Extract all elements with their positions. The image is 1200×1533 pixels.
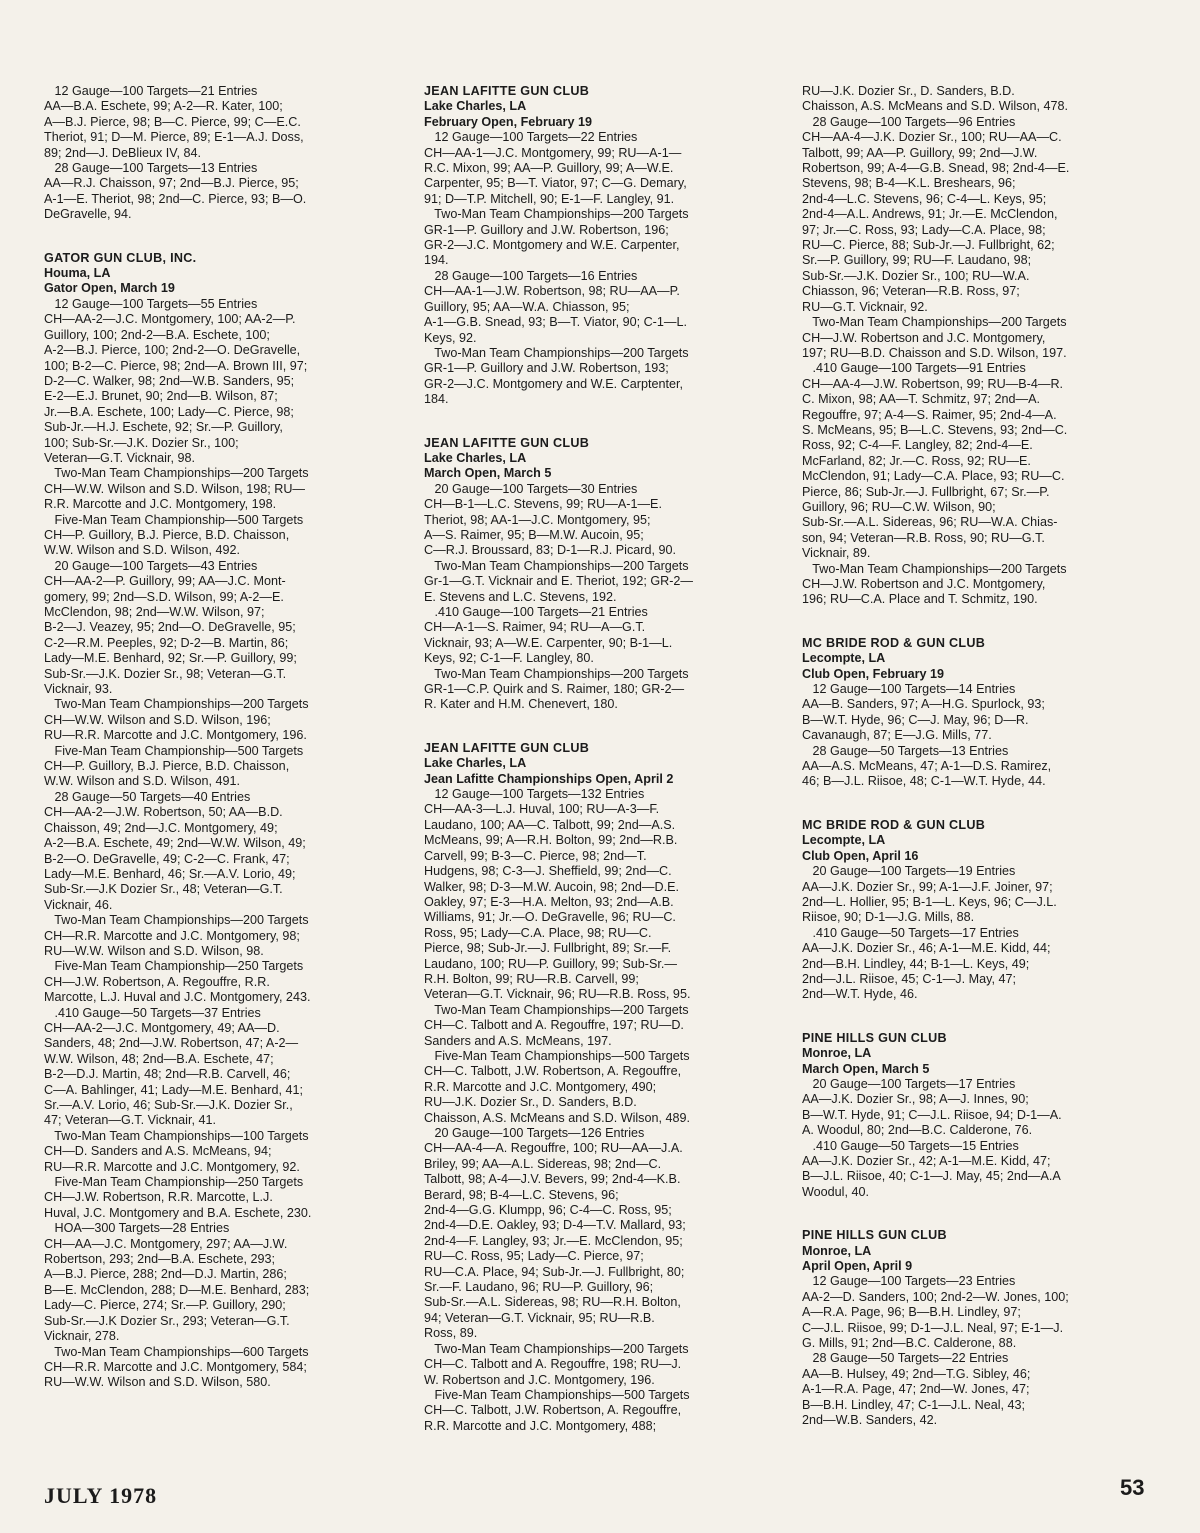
club-results-section <box>802 1031 1152 1200</box>
event-title: Gator Open, March 19 <box>44 281 175 296</box>
result-line: 2nd—B.H. Lindley, 44; B-1—L. Keys, 49; <box>802 956 1030 971</box>
result-line: CH—A-1—S. Raimer, 94; RU—A—G.T. <box>424 620 646 635</box>
result-line: DeGravelle, 94. <box>44 207 132 222</box>
results-continuation <box>44 84 394 223</box>
result-line: 91; D—T.P. Mitchell, 90; E-1—F. Langley, 91. <box>424 191 675 206</box>
page-number: 53 <box>1120 1475 1145 1500</box>
club-name: MC BRIDE ROD & GUN CLUB <box>802 635 986 650</box>
result-line: Riisoe, 90; D-1—J.G. Mills, 88. <box>802 910 975 925</box>
event-title: Club Open, February 19 <box>802 666 945 681</box>
result-line: Stevens, 98; B-4—K.L. Breshears, 96; <box>802 176 1016 191</box>
event-class-heading: 28 Gauge—100 Targets—16 Entries <box>424 268 638 283</box>
event-class-heading: 28 Gauge—50 Targets—40 Entries <box>44 789 251 804</box>
result-line: 100; B-2—C. Pierce, 98; 2nd—A. Brown III, 97; <box>44 358 308 373</box>
result-line: 2nd-4—D.E. Oakley, 93; D-4—T.V. Mallard, 93; <box>424 1218 686 1233</box>
event-class-heading: 12 Gauge—100 Targets—132 Entries <box>424 787 645 802</box>
result-line: CH—AA-4—A. Regouffre, 100; RU—AA—J.A. <box>424 1141 683 1156</box>
result-line: RU—W.W. Wilson and S.D. Wilson, 580. <box>44 1375 271 1390</box>
result-line: AA—J.K. Dozier Sr., 98; A—J. Innes, 90; <box>802 1092 1029 1107</box>
result-line: C-2—R.M. Peeples, 92; D-2—B. Martin, 86; <box>44 635 289 650</box>
event-class-heading: Two-Man Team Championships—200 Targets <box>424 1002 689 1017</box>
result-line: CH—AA-2—P. Guillory, 99; AA—J.C. Mont- <box>44 574 286 589</box>
issue-date: JULY 1978 <box>44 1483 158 1508</box>
result-line: W.W. Wilson, 48; 2nd—B.A. Eschete, 47; <box>44 1051 274 1066</box>
result-line: Regouffre, 97; A-4—S. Raimer, 95; 2nd-4—A. <box>802 407 1057 422</box>
event-class-heading: .410 Gauge—100 Targets—21 Entries <box>424 605 648 619</box>
result-line: Lady—M.E. Benhard, 46; Sr.—A.V. Lorio, 49; <box>44 866 296 881</box>
result-line: gomery, 99; 2nd—S.D. Wilson, 99; A-2—E. <box>44 589 284 604</box>
result-line: Sub-Sr.—J.K Dozier Sr., 293; Veteran—G.T. <box>44 1313 290 1328</box>
result-line: A. Woodul, 80; 2nd—B.C. Calderone, 76. <box>802 1123 1033 1138</box>
event-class-heading: Two-Man Team Championships—200 Targets <box>802 561 1067 576</box>
result-line: Sanders, 48; 2nd—J.W. Robertson, 47; A-2— <box>44 1036 299 1051</box>
result-line: Veteran—G.T. Vicknair, 96; RU—R.B. Ross, 95. <box>424 987 691 1002</box>
result-line: RU—C. Pierce, 88; Sub-Jr.—J. Fullbright, 62; <box>802 238 1055 253</box>
club-location: Lake Charles, LA <box>424 99 527 114</box>
event-title: February Open, February 19 <box>424 114 592 129</box>
result-line: Vicknair, 278. <box>44 1329 120 1344</box>
event-class-heading: Five-Man Team Championships—500 Targets <box>424 1387 690 1402</box>
result-line: C—R.J. Broussard, 83; D-1—R.J. Picard, 90. <box>424 543 676 558</box>
result-line: McMeans, 99; A—R.H. Bolton, 99; 2nd—R.B. <box>424 833 678 848</box>
result-line: 184. <box>424 392 449 407</box>
result-line: CH—D. Sanders and A.S. McMeans, 94; <box>44 1144 272 1159</box>
result-line: D-2—C. Walker, 98; 2nd—W.B. Sanders, 95; <box>44 373 295 388</box>
event-class-heading: Two-Man Team Championships—200 Targets <box>424 666 689 681</box>
result-line: W.W. Wilson and S.D. Wilson, 491. <box>44 774 240 789</box>
result-line: 2nd—L. Hollier, 95; B-1—L. Keys, 96; C—J.L. <box>802 894 1057 909</box>
column-2 <box>424 84 774 1434</box>
result-line: Chaisson, A.S. McMeans and S.D. Wilson, 478. <box>802 99 1068 114</box>
club-results-section <box>44 251 394 1391</box>
result-line: McFarland, 82; Jr.—C. Ross, 92; RU—E. <box>802 453 1031 468</box>
club-name: PINE HILLS GUN CLUB <box>802 1030 947 1045</box>
result-line: Briley, 99; AA—A.L. Sidereas, 98; 2nd—C. <box>424 1156 662 1171</box>
result-line: E. Stevens and L.C. Stevens, 192. <box>424 589 617 604</box>
result-line: 47; Veteran—G.T. Vicknair, 41. <box>44 1113 216 1128</box>
result-line: B-2—D.J. Martin, 48; 2nd—R.B. Carvell, 46; <box>44 1067 291 1082</box>
result-line: CH—AA-1—J.W. Robertson, 98; RU—AA—P. <box>424 284 680 299</box>
result-line: 2nd-4—A.L. Andrews, 91; Jr.—E. McClendon, <box>802 207 1058 222</box>
section-spacer <box>424 713 774 741</box>
result-line: Theriot, 98; AA-1—J.C. Montgomery, 95; <box>424 512 651 527</box>
event-class-heading: Five-Man Team Championship—250 Targets <box>44 959 304 974</box>
event-title: March Open, March 5 <box>424 466 552 481</box>
result-line: GR-1—P. Guillory and J.W. Robertson, 193; <box>424 361 669 376</box>
event-class-heading: .410 Gauge—50 Targets—17 Entries <box>802 925 1019 940</box>
result-line: CH—J.W. Robertson, R.R. Marcotte, L.J. <box>44 1190 273 1205</box>
result-line: R.R. Marcotte and J.C. Montgomery, 198. <box>44 497 277 512</box>
result-line: Laudano, 100; AA—C. Talbott, 99; 2nd—A.S. <box>424 817 676 832</box>
result-line: RU—J.K. Dozier Sr., D. Sanders, B.D. <box>424 1095 637 1110</box>
event-class-heading: Two-Man Team Championships—200 Targets <box>424 345 689 360</box>
result-line: A—B.J. Pierce, 98; B—C. Pierce, 99; C—E.C. <box>44 114 301 129</box>
result-line: Carpenter, 95; B—T. Viator, 97; C—G. Demary, <box>424 176 687 191</box>
result-line: B—W.T. Hyde, 91; C—J.L. Riisoe, 94; D-1—A. <box>802 1107 1062 1122</box>
event-class-heading: Five-Man Team Championship—500 Targets <box>44 743 304 758</box>
result-line: Jr.—B.A. Eschete, 100; Lady—C. Pierce, 98; <box>44 404 294 419</box>
club-location: Lecompte, LA <box>802 833 886 848</box>
result-line: CH—C. Talbott, J.W. Robertson, A. Regouffre, <box>424 1064 682 1079</box>
result-line: Chaisson, 49; 2nd—J.C. Montgomery, 49; <box>44 820 278 835</box>
result-line: CH—AA-2—J.C. Montgomery, 100; AA-2—P. <box>44 312 296 327</box>
section-spacer <box>802 790 1152 818</box>
result-line: RU—R.R. Marcotte and J.C. Montgomery, 196. <box>44 728 307 743</box>
result-line: Sub-Sr.—J.K. Dozier Sr., 98; Veteran—G.T. <box>44 666 287 681</box>
result-line: Chiasson, 96; Veteran—R.B. Ross, 97; <box>802 284 1020 299</box>
section-spacer <box>802 608 1152 636</box>
result-line: B-2—O. DeGravelle, 49; C-2—C. Frank, 47; <box>44 851 290 866</box>
result-line: CH—P. Guillory, B.J. Pierce, B.D. Chaisson, <box>44 759 290 774</box>
result-line: Pierce, 86; Sub-Jr.—J. Fullbright, 67; Sr.—P. <box>802 484 1050 499</box>
event-class-heading: Two-Man Team Championships—200 Targets <box>802 315 1067 330</box>
club-name: MC BRIDE ROD & GUN CLUB <box>802 817 986 832</box>
club-name: JEAN LAFITTE GUN CLUB <box>424 740 590 755</box>
event-class-heading: 28 Gauge—100 Targets—13 Entries <box>44 161 258 176</box>
result-line: Carvell, 99; B-3—C. Pierce, 98; 2nd—T. <box>424 848 647 863</box>
result-line: RU—C.A. Place, 94; Sub-Jr.—J. Fullbright, 80; <box>424 1264 685 1279</box>
result-line: 2nd-4—G.G. Klumpp, 96; C-4—C. Ross, 95; <box>424 1203 672 1218</box>
result-line: CH—C. Talbott and A. Regouffre, 197; RU—D. <box>424 1018 684 1033</box>
result-line: Chaisson, A.S. McMeans and S.D. Wilson, 489. <box>424 1110 690 1125</box>
result-line: Oakley, 97; E-3—H.A. Melton, 93; 2nd—A.B. <box>424 894 674 909</box>
result-line: Hudgens, 98; C-3—J. Sheffield, 99; 2nd—C. <box>424 864 672 879</box>
event-title: March Open, March 5 <box>802 1061 930 1076</box>
result-line: 2nd—J.L. Riisoe, 45; C-1—J. May, 47; <box>802 971 1016 986</box>
result-line: Ross, 89. <box>424 1326 478 1341</box>
club-location: Lecompte, LA <box>802 651 886 666</box>
club-name: GATOR GUN CLUB, INC. <box>44 250 197 265</box>
result-line: A-1—E. Theriot, 98; 2nd—C. Pierce, 93; B—O. <box>44 191 307 206</box>
result-line: B—W.T. Hyde, 96; C—J. May, 96; D—R. <box>802 712 1029 727</box>
result-line: 2nd-4—L.C. Stevens, 96; C-4—L. Keys, 95; <box>802 191 1047 206</box>
result-line: Talbott, 99; AA—P. Guillory, 99; 2nd—J.W. <box>802 145 1038 160</box>
event-class-heading: 20 Gauge—100 Targets—126 Entries <box>424 1126 645 1140</box>
event-class-heading: Two-Man Team Championships—200 Targets <box>44 466 309 481</box>
result-line: C. Mixon, 98; AA—T. Schmitz, 97; 2nd—A. <box>802 392 1040 407</box>
result-line: CH—J.W. Robertson and J.C. Montgomery, <box>802 330 1046 345</box>
result-line: RU—R.R. Marcotte and J.C. Montgomery, 92. <box>44 1159 300 1174</box>
event-class-heading: Five-Man Team Championships—500 Targets <box>424 1048 690 1063</box>
result-line: son, 94; Veteran—R.B. Ross, 90; RU—G.T. <box>802 530 1045 545</box>
result-line: A-2—B.A. Eschete, 49; 2nd—W.W. Wilson, 49; <box>44 836 306 851</box>
result-line: R.C. Mixon, 99; AA—P. Guillory, 99; A—W.E. <box>424 161 674 176</box>
result-line: A—S. Raimer, 95; B—M.W. Aucoin, 95; <box>424 527 644 542</box>
result-line: Huval, J.C. Montgomery and B.A. Eschete, 230. <box>44 1205 312 1220</box>
club-name: JEAN LAFITTE GUN CLUB <box>424 435 590 450</box>
result-line: 197; RU—B.D. Chaisson and S.D. Wilson, 197. <box>802 345 1067 360</box>
event-class-heading: Two-Man Team Championships—200 Targets <box>424 1341 689 1356</box>
result-line: RU—J.K. Dozier Sr., D. Sanders, B.D. <box>802 84 1015 98</box>
result-line: Ross, 95; Lady—C.A. Place, 98; RU—C. <box>424 925 652 940</box>
event-class-heading: HOA—300 Targets—28 Entries <box>44 1221 230 1236</box>
result-line: E-2—E.J. Brunet, 90; 2nd—B. Wilson, 87; <box>44 389 278 404</box>
result-line: Keys, 92. <box>424 330 477 345</box>
results-continuation <box>802 84 1152 608</box>
result-line: AA—J.K. Dozier Sr., 46; A-1—M.E. Kidd, 44; <box>802 941 1051 956</box>
result-line: Marcotte, L.J. Huval and J.C. Montgomery, 243. <box>44 990 311 1005</box>
result-line: Sr.—F. Laudano, 96; RU—P. Guillory, 96; <box>424 1280 654 1295</box>
result-line: CH—R.R. Marcotte and J.C. Montgomery, 98; <box>44 928 300 943</box>
result-line: B—B.H. Lindley, 47; C-1—J.L. Neal, 43; <box>802 1397 1026 1412</box>
result-line: R.H. Bolton, 99; RU—R.B. Carvell, 99; <box>424 971 639 986</box>
result-line: Vicknair, 93. <box>44 682 113 697</box>
result-line: 97; Jr.—C. Ross, 93; Lady—C.A. Place, 98; <box>802 222 1046 237</box>
event-class-heading: 20 Gauge—100 Targets—43 Entries <box>44 558 258 573</box>
result-line: Guillory, 95; AA—W.A. Chiasson, 95; <box>424 299 630 314</box>
result-line: Laudano, 100; RU—P. Guillory, 99; Sub-Sr.— <box>424 956 677 971</box>
result-line: Robertson, 99; A-4—G.B. Snead, 98; 2nd-4—E. <box>802 161 1070 176</box>
result-line: AA—A.S. McMeans, 47; A-1—D.S. Ramirez, <box>802 759 1052 774</box>
result-line: AA—B. Sanders, 97; A—H.G. Spurlock, 93; <box>802 697 1045 712</box>
event-class-heading: 12 Gauge—100 Targets—23 Entries <box>802 1274 1016 1289</box>
result-line: Williams, 91; Jr.—O. DeGravelle, 96; RU—C. <box>424 910 676 925</box>
result-line: Vicknair, 93; A—W.E. Carpenter, 90; B-1—L. <box>424 635 673 650</box>
event-class-heading: Two-Man Team Championships—200 Targets <box>424 558 689 573</box>
result-line: Keys, 92; C-1—F. Langley, 80. <box>424 651 594 666</box>
result-line: CH—AA-4—J.W. Robertson, 99; RU—B-4—R. <box>802 376 1064 391</box>
result-line: CH—C. Talbott and A. Regouffre, 198; RU—J. <box>424 1357 682 1372</box>
result-line: 196; RU—C.A. Place and T. Schmitz, 190. <box>802 592 1038 607</box>
result-line: GR-2—J.C. Montgomery and W.E. Carpenter, <box>424 238 680 253</box>
result-line: Theriot, 91; D—M. Pierce, 89; E-1—A.J. Doss, <box>44 130 304 145</box>
result-line: B—E. McClendon, 288; D—M.E. Benhard, 283; <box>44 1282 310 1297</box>
result-line: 94; Veteran—G.T. Vicknair, 95; RU—R.B. <box>424 1310 655 1325</box>
result-line: CH—AA-3—L.J. Huval, 100; RU—A-3—F. <box>424 802 660 817</box>
event-class-heading: .410 Gauge—50 Targets—37 Entries <box>44 1005 261 1020</box>
result-line: A-1—R.A. Page, 47; 2nd—W. Jones, 47; <box>802 1382 1030 1397</box>
event-class-heading: 12 Gauge—100 Targets—55 Entries <box>44 296 258 311</box>
event-class-heading: 20 Gauge—100 Targets—30 Entries <box>424 481 638 496</box>
result-line: RU—G.T. Vicknair, 92. <box>802 299 928 314</box>
event-class-heading: 12 Gauge—100 Targets—21 Entries <box>44 84 258 98</box>
result-line: Walker, 98; D-3—M.W. Aucoin, 98; 2nd—D.E. <box>424 879 680 894</box>
club-results-section <box>424 436 774 713</box>
club-results-section <box>424 741 774 1434</box>
result-line: Sub-Sr.—J.K. Dozier Sr., 100; RU—W.A. <box>802 268 1030 283</box>
result-line: A-2—B.J. Pierce, 100; 2nd-2—O. DeGravelle, <box>44 343 301 358</box>
result-line: 100; Sub-Sr.—J.K. Dozier Sr., 100; <box>44 435 239 450</box>
result-line: CH—J.W. Robertson and J.C. Montgomery, <box>802 577 1046 591</box>
result-line: CH—W.W. Wilson and S.D. Wilson, 198; RU— <box>44 481 306 496</box>
result-line: Sub-Jr.—H.J. Eschete, 92; Sr.—P. Guillory, <box>44 420 283 435</box>
result-line: Lady—M.E. Benhard, 92; Sr.—P. Guillory, 99; <box>44 651 297 666</box>
result-line: R. Kater and H.M. Chenevert, 180. <box>424 697 618 712</box>
result-line: Vicknair, 89. <box>802 546 871 561</box>
club-results-section <box>424 84 774 408</box>
result-line: Woodul, 40. <box>802 1184 869 1199</box>
result-line: AA-2—D. Sanders, 100; 2nd-2—W. Jones, 100; <box>802 1289 1069 1304</box>
event-title: Club Open, April 16 <box>802 848 919 863</box>
result-line: McClendon, 98; 2nd—W.W. Wilson, 97; <box>44 605 265 619</box>
section-spacer <box>424 408 774 436</box>
result-line: W.W. Wilson and S.D. Wilson, 492. <box>44 543 240 558</box>
club-results-section <box>802 1228 1152 1428</box>
result-line: GR-1—C.P. Quirk and S. Raimer, 180; GR-2— <box>424 682 685 697</box>
event-class-heading: Five-Man Team Championship—500 Targets <box>44 512 304 527</box>
result-line: Sub-Sr.—A.L. Sidereas, 96; RU—W.A. Chias- <box>802 515 1058 530</box>
club-location: Monroe, LA <box>802 1046 872 1061</box>
event-class-heading: Two-Man Team Championships—100 Targets <box>44 1128 309 1143</box>
section-spacer <box>802 1003 1152 1031</box>
result-line: 2nd—W.T. Hyde, 46. <box>802 987 918 1002</box>
result-line: R.R. Marcotte and J.C. Montgomery, 488; <box>424 1418 657 1433</box>
result-line: CH—R.R. Marcotte and J.C. Montgomery, 584; <box>44 1359 307 1374</box>
result-line: 2nd—W.B. Sanders, 42. <box>802 1413 938 1428</box>
event-class-heading: Two-Man Team Championships—200 Targets <box>44 697 309 712</box>
result-line: Guillory, 100; 2nd-2—B.A. Eschete, 100; <box>44 327 270 342</box>
result-line: B-2—J. Veazey, 95; 2nd—O. DeGravelle, 95; <box>44 620 296 635</box>
result-line: W. Robertson and J.C. Montgomery, 196. <box>424 1372 655 1387</box>
club-results-section <box>802 636 1152 790</box>
result-line: AA—B.A. Eschete, 99; A-2—R. Kater, 100; <box>44 99 283 114</box>
result-line: AA—R.J. Chaisson, 97; 2nd—B.J. Pierce, 95; <box>44 176 299 191</box>
result-line: G. Mills, 91; 2nd—B.C. Calderone, 88. <box>802 1336 1017 1351</box>
result-line: CH—P. Guillory, B.J. Pierce, B.D. Chaisson, <box>44 527 290 542</box>
result-line: CH—AA—J.C. Montgomery, 297; AA—J.W. <box>44 1236 288 1251</box>
event-title: April Open, April 9 <box>802 1259 913 1274</box>
result-line: 46; B—J.L. Riisoe, 48; C-1—W.T. Hyde, 44. <box>802 774 1046 789</box>
club-location: Lake Charles, LA <box>424 450 527 465</box>
result-line: Robertson, 293; 2nd—B.A. Eschete, 293; <box>44 1252 276 1267</box>
result-line: Vicknair, 46. <box>44 897 113 912</box>
result-line: Lady—C. Pierce, 274; Sr.—P. Guillory, 290; <box>44 1298 286 1313</box>
club-location: Houma, LA <box>44 266 111 281</box>
result-line: RU—C. Ross, 95; Lady—C. Pierce, 97; <box>424 1249 644 1264</box>
result-line: CH—AA-1—J.C. Montgomery, 99; RU—A-1— <box>424 145 682 160</box>
event-class-heading: Two-Man Team Championships—200 Targets <box>424 207 689 222</box>
result-line: Sanders and A.S. McMeans, 197. <box>424 1033 612 1048</box>
event-class-heading: 28 Gauge—50 Targets—22 Entries <box>802 1351 1009 1366</box>
result-line: Guillory, 96; RU—C.W. Wilson, 90; <box>802 499 996 514</box>
result-line: Berard, 98; B-4—L.C. Stevens, 96; <box>424 1187 619 1202</box>
column-1 <box>44 84 394 1391</box>
result-line: Gr-1—G.T. Vicknair and E. Theriot, 192; GR-2— <box>424 574 693 589</box>
event-class-heading: Two-Man Team Championships—200 Targets <box>44 913 309 928</box>
section-spacer <box>44 223 394 251</box>
result-line: GR-2—J.C. Montgomery and W.E. Carptenter, <box>424 376 683 391</box>
column-3 <box>802 84 1152 1429</box>
result-line: C—J.L. Riisoe, 99; D-1—J.L. Neal, 97; E-1—J. <box>802 1320 1064 1335</box>
result-line: CH—AA-4—J.K. Dozier Sr., 100; RU—AA—C. <box>802 130 1062 145</box>
event-class-heading: .410 Gauge—50 Targets—15 Entries <box>802 1138 1019 1153</box>
result-line: A—B.J. Pierce, 288; 2nd—D.J. Martin, 286; <box>44 1267 287 1282</box>
result-line: CH—B-1—L.C. Stevens, 99; RU—A-1—E. <box>424 497 662 512</box>
event-class-heading: .410 Gauge—100 Targets—91 Entries <box>802 361 1026 376</box>
event-class-heading: 28 Gauge—50 Targets—13 Entries <box>802 743 1009 758</box>
result-line: Ross, 92; C-4—F. Langley, 82; 2nd-4—E. <box>802 438 1033 453</box>
result-line: RU—W.W. Wilson and S.D. Wilson, 98. <box>44 943 264 958</box>
result-line: CH—W.W. Wilson and S.D. Wilson, 196; <box>44 712 271 727</box>
result-line: Cavanaugh, 87; E—J.G. Mills, 77. <box>802 728 992 743</box>
result-line: Sub-Sr.—J.K Dozier Sr., 48; Veteran—G.T. <box>44 882 283 897</box>
result-line: Sub-Sr.—A.L. Sidereas, 98; RU—R.H. Bolton, <box>424 1295 681 1310</box>
result-line: S. McMeans, 95; B—L.C. Stevens, 93; 2nd—C. <box>802 422 1068 437</box>
result-line: Sr.—A.V. Lorio, 46; Sub-Sr.—J.K. Dozier Sr., <box>44 1098 293 1112</box>
result-line: A—R.A. Page, 96; B—B.H. Lindley, 97; <box>802 1305 1021 1320</box>
result-line: CH—C. Talbott, J.W. Robertson, A. Regouffre, <box>424 1403 682 1418</box>
event-class-heading: Five-Man Team Championship—250 Targets <box>44 1175 304 1190</box>
event-class-heading: 20 Gauge—100 Targets—17 Entries <box>802 1076 1016 1091</box>
result-line: B—J.L. Riisoe, 40; C-1—J. May, 45; 2nd—A.A <box>802 1169 1061 1184</box>
result-line: 2nd-4—F. Langley, 93; Jr.—E. McClendon, 95; <box>424 1233 683 1248</box>
result-line: Pierce, 98; Sub-Jr.—J. Fullbright, 89; Sr.—F. <box>424 941 672 956</box>
result-line: C—A. Bahlinger, 41; Lady—M.E. Benhard, 41; <box>44 1082 304 1097</box>
event-class-heading: 20 Gauge—100 Targets—19 Entries <box>802 864 1016 879</box>
event-class-heading: 28 Gauge—100 Targets—96 Entries <box>802 114 1016 129</box>
result-line: AA—B. Hulsey, 49; 2nd—T.G. Sibley, 46; <box>802 1366 1031 1381</box>
club-location: Monroe, LA <box>802 1243 872 1258</box>
club-location: Lake Charles, LA <box>424 756 527 771</box>
section-spacer <box>802 1200 1152 1228</box>
result-line: A-1—G.B. Snead, 93; B—T. Viator, 90; C-1—L. <box>424 315 687 330</box>
result-line: 194. <box>424 253 449 268</box>
result-line: Sr.—P. Guillory, 99; RU—F. Laudano, 98; <box>802 253 1032 268</box>
result-line: Veteran—G.T. Vicknair, 98. <box>44 450 195 465</box>
event-class-heading: 12 Gauge—100 Targets—14 Entries <box>802 682 1016 697</box>
result-line: 89; 2nd—J. DeBlieux IV, 84. <box>44 145 202 160</box>
club-name: JEAN LAFITTE GUN CLUB <box>424 84 590 98</box>
result-line: R.R. Marcotte and J.C. Montgomery, 490; <box>424 1079 657 1094</box>
event-class-heading: 12 Gauge—100 Targets—22 Entries <box>424 130 638 145</box>
event-class-heading: Two-Man Team Championships—600 Targets <box>44 1344 309 1359</box>
result-line: GR-1—P. Guillory and J.W. Robertson, 196; <box>424 222 669 237</box>
result-line: AA—J.K. Dozier Sr., 99; A-1—J.F. Joiner, 97; <box>802 879 1053 894</box>
result-line: AA—J.K. Dozier Sr., 42; A-1—M.E. Kidd, 47; <box>802 1154 1051 1168</box>
club-results-section <box>802 818 1152 1003</box>
result-line: McClendon, 91; Lady—C.A. Place, 93; RU—C. <box>802 469 1065 484</box>
club-name: PINE HILLS GUN CLUB <box>802 1228 947 1243</box>
event-title: Jean Lafitte Championships Open, April 2 <box>424 771 674 786</box>
result-line: Talbott, 98; A-4—J.V. Bevers, 99; 2nd-4—K.B. <box>424 1172 681 1187</box>
result-line: CH—AA-2—J.C. Montgomery, 49; AA—D. <box>44 1020 280 1035</box>
result-line: CH—J.W. Robertson, A. Regouffre, R.R. <box>44 974 270 989</box>
result-line: CH—AA-2—J.W. Robertson, 50; AA—B.D. <box>44 805 283 820</box>
